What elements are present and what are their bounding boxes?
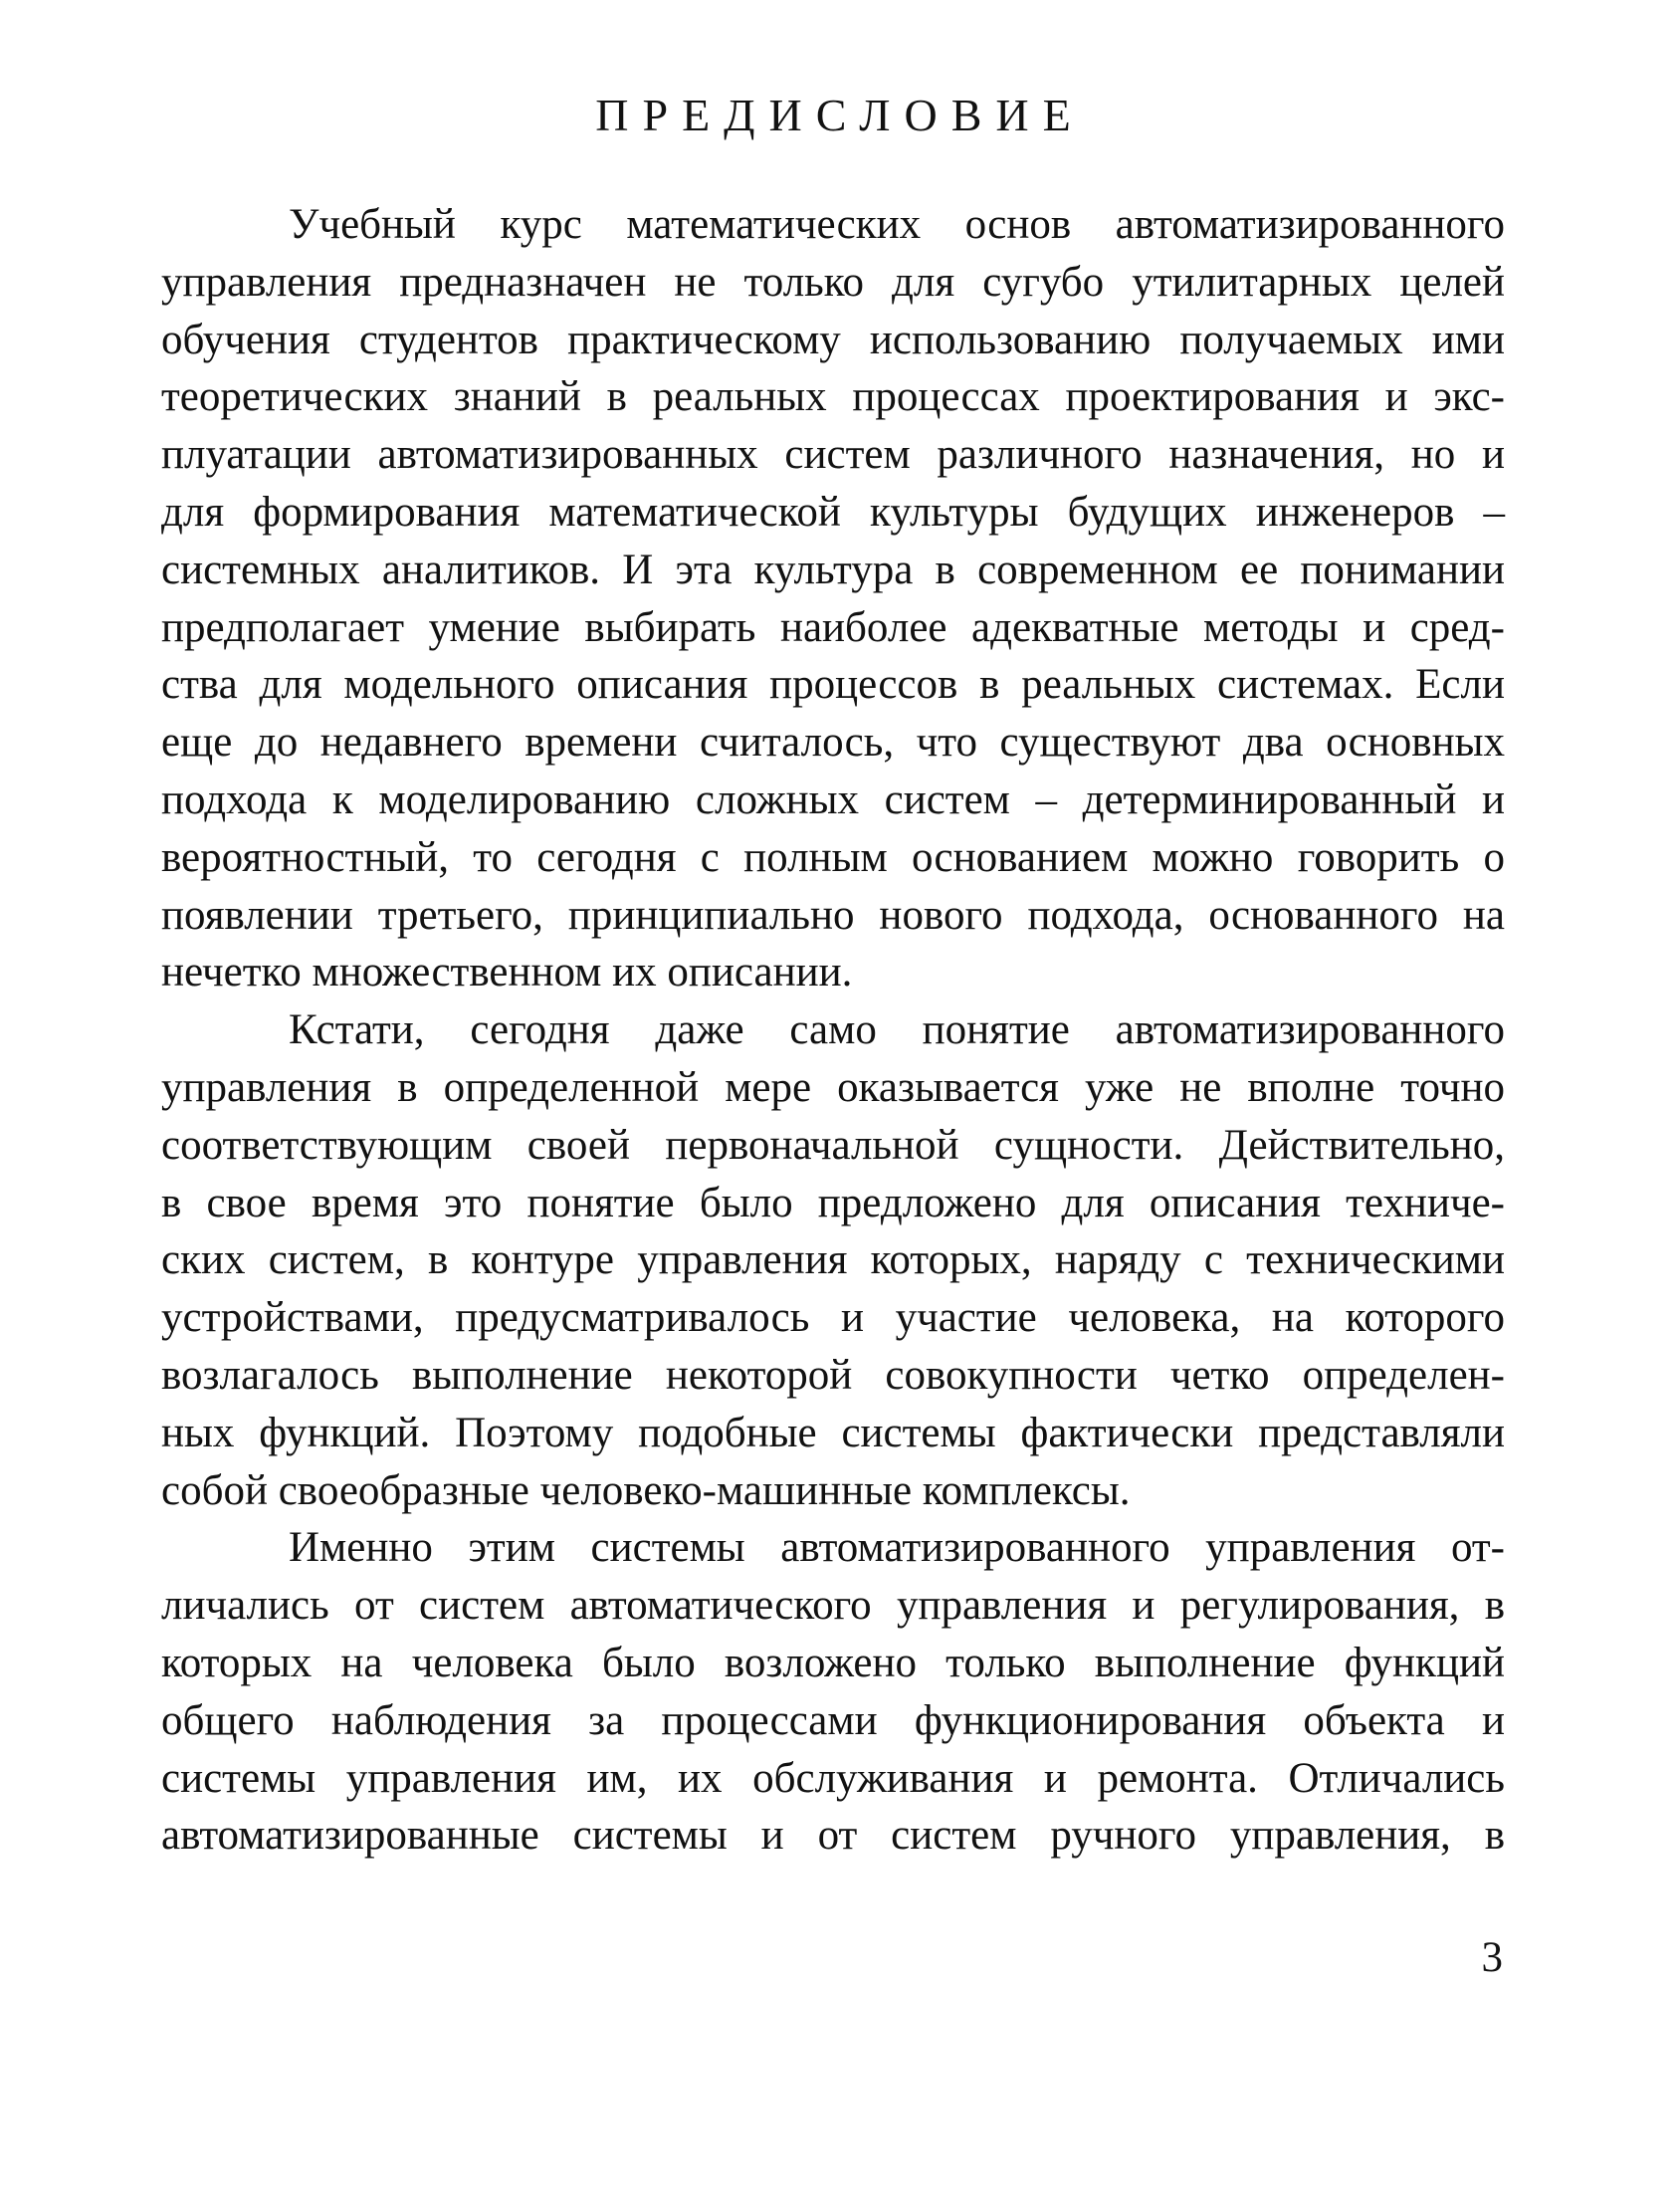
page-number: 3: [1481, 1934, 1503, 1981]
text-line: собой своеобразные человеко-машинные комплексы.: [161, 1466, 1131, 1514]
text-line: подхода к моделированию сложных систем – детерминированный и: [161, 775, 1505, 823]
text-line: автоматизированные системы и от систем ручного управления, в: [161, 1812, 1505, 1860]
text-line: вероятностный, то сегодня с полным основанием можно говорить о: [161, 833, 1505, 881]
paragraph: [161, 1001, 1505, 1519]
text-line: плуатации автоматизированных систем различного назначения, но и: [161, 431, 1505, 479]
text-line: общего наблюдения за процессами функционирования объекта и: [161, 1696, 1505, 1744]
text-line: теоретических знаний в реальных процессах проектирования и экс-: [161, 373, 1505, 421]
text-line: управления в определенной мере оказывается уже не вполне точно: [161, 1063, 1505, 1111]
text-line: Именно этим системы автоматизированного управления от-: [289, 1524, 1505, 1572]
text-line: управления предназначен не только для сугубо утилитарных целей: [161, 258, 1505, 306]
text-line: личались от систем автоматического управления и регулирования, в: [161, 1582, 1505, 1630]
text-line: в свое время это понятие было предложено для описания техниче-: [161, 1179, 1505, 1226]
text-line: которых на человека было возложено только выполнение функций: [161, 1639, 1505, 1686]
text-line: нечетко множественном их описании.: [161, 949, 853, 996]
text-line: системы управления им, их обслуживания и ремонта. Отличались: [161, 1754, 1505, 1802]
text-line: ства для модельного описания процессов в реальных системах. Если: [161, 661, 1505, 709]
paragraph: [161, 196, 1505, 1001]
text-line: системных аналитиков. И эта культура в современном ее понимании: [161, 546, 1505, 593]
text-line: предполагает умение выбирать наиболее адекватные методы и сред-: [161, 603, 1505, 651]
body-text: [161, 196, 1505, 1865]
text-line: возлагалось выполнение некоторой совокупности четко определен-: [161, 1351, 1505, 1399]
page-title: ПРЕДИСЛОВИЕ: [595, 90, 1085, 140]
text-line: устройствами, предусматривалось и участие человека, на которого: [161, 1294, 1505, 1342]
text-line: ных функций. Поэтому подобные системы фактически представляли: [161, 1409, 1505, 1456]
text-line: для формирования математической культуры будущих инженеров –: [161, 488, 1505, 536]
paragraph: [161, 1519, 1505, 1865]
text-line: появлении третьего, принципиально нового подхода, основанного на: [161, 891, 1505, 939]
text-line: соответствующим своей первоначальной сущности. Действительно,: [161, 1121, 1505, 1169]
text-line: ских систем, в контуре управления которых, наряду с техническими: [161, 1236, 1505, 1284]
text-line: Кстати, сегодня даже само понятие автоматизированного: [289, 1006, 1505, 1054]
text-line: Учебный курс математических основ автоматизированного: [289, 201, 1505, 248]
text-line: обучения студентов практическому использованию получаемых ими: [161, 316, 1505, 363]
text-line: еще до недавнего времени считалось, что существуют два основных: [161, 719, 1505, 767]
